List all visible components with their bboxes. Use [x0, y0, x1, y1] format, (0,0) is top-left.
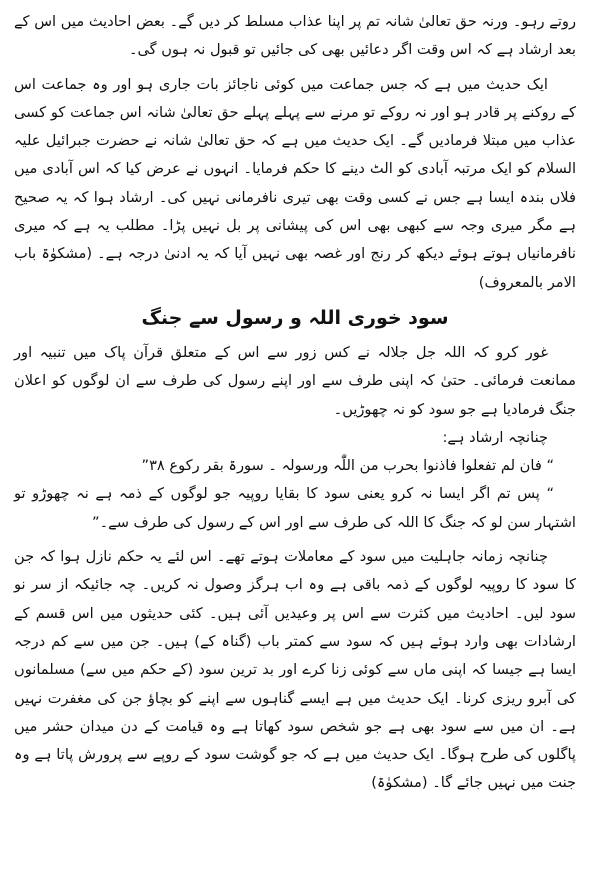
- paragraph-3: غور کرو کہ اللہ جل جلالہ نے کس زور سے اس کے متعلق قرآن پاک میں تنبیہ اور ممانعت فرمائی۔ حتیٰ کہ اپنی طرف سے اور اپنے رسول کی طرف سے ان لوگوں کو اعلان جنگ فرمادیا ہے جو سود کو نہ چھوڑیں۔: [14, 343, 576, 418]
- urdu-translation-quote: “ پس تم اگر ایسا نہ کرو یعنی سود کا بقایا روپیہ جو لوگوں کے ذمہ ہے نہ چھوڑو تو اشتہار سن لو کہ جنگ کا اللہ کی طرف سے اور اس کے رسول کی طرف سے۔”: [14, 485, 576, 531]
- paragraph-2: ایک حدیث میں ہے کہ جس جماعت میں کوئی ناجائز بات جاری ہو اور وہ جماعت اس کے روکنے پر قادر ہو اور نہ روکے تو مرنے سے پہلے پہلے حق تعالیٰ شانہ اس جماعت کو کسی عذاب میں مبتلا فرمادیں گے۔ ایک حدیث میں ہے کہ حق تعالیٰ شانہ نے حضرت جبرائیل علیہ السلام کو ایک مرتبہ آبادی کو الٹ دینے کا حکم فرمایا۔ انہوں نے عرض کیا کہ اس آبادی میں فلاں بندہ ایسا ہے جس نے کسی وقت بھی تیری نافرمانی نہیں کی۔ ارشاد ہوا کہ یہ صحیح ہے مگر میری وجہ سے کبھی بھی اس کی پیشانی پر بل نہیں پڑا۔ مطلب یہ ہے کہ میری نافرمانیاں ہوتے ہوئے دیکھ کر رنج اور غصہ بھی نہیں آیا کہ یہ ادنیٰ درجہ ہے۔ (مشکوٰۃ باب الامر بالمعروف): [14, 75, 576, 291]
- paragraph-1: روتے رہو۔ ورنہ حق تعالیٰ شانہ تم پر اپنا عذاب مسلط کر دیں گے۔ بعض احادیث میں اس کے بعد ارشاد ہے کہ اس وقت اگر دعائیں بھی کی جائیں تو قبول نہ ہوں گی۔: [14, 13, 576, 59]
- paragraph-4: چنانچہ ارشاد ہے:: [442, 428, 548, 446]
- paragraph-5: چنانچہ زمانہ جاہلیت میں سود کے معاملات ہوتے تھے۔ اس لئے یہ حکم نازل ہوا کہ جن کا سود کا روپیہ لوگوں کے ذمہ باقی ہے وہ اب ہرگز وصول نہ کریں۔ چہ جائیکہ از سر نو سود لیں۔ احادیث میں کثرت سے اس پر وعیدیں آئی ہیں۔ کئی حدیثوں میں اس قسم کے ارشادات بھی وارد ہوئے ہیں کہ سود سے کمتر باب (گناہ کے) ہیں۔ جن میں سے کم درجہ ایسا ہے جیسا کہ اپنی ماں سے کوئی زنا کرے اور بد ترین سود (کے حکم میں سے) مسلمانوں کی آبرو ریزی کرنا۔ ایک حدیث میں ہے ایسے گناہوں سے اپنے کو بچاؤ جن کی مغفرت نہیں ہے۔ ان میں سے سود بھی ہے جو شخص سود کھاتا ہے وہ قیامت کے دن میدان حشر میں پاگلوں کی طرح ہوگا۔ ایک حدیث میں ہے کہ جو گوشت سود کے روپے سے پرورش پاتا ہے وہ جنت میں نہیں جائے گا۔ (مشکوٰۃ): [14, 548, 576, 792]
- section-heading: سود خوری اللہ و رسول سے جنگ: [141, 306, 449, 329]
- arabic-verse-quote: “ فان لم تفعلوا فاذنوا بحرب من اللّٰہ ورسولہ ۔ سورۃ بقر رکوع ۳۸”: [141, 457, 554, 475]
